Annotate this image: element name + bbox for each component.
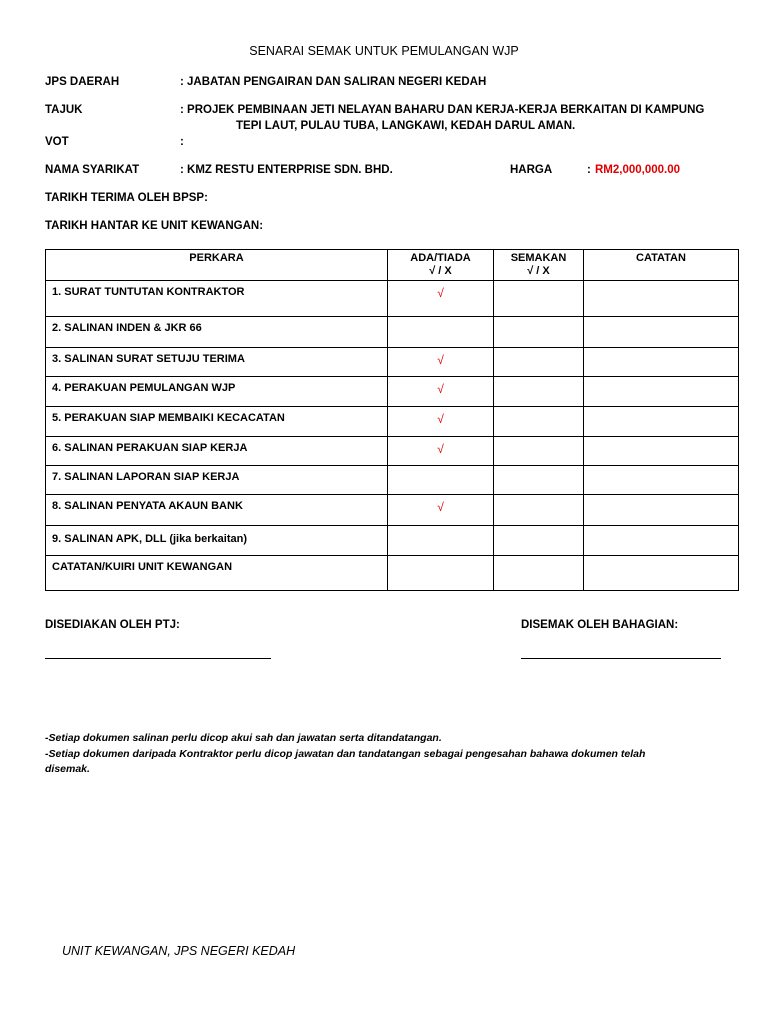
footer-unit-kewangan: UNIT KEWANGAN, JPS NEGERI KEDAH — [62, 944, 296, 958]
jps-daerah-label: JPS DAERAH — [45, 76, 120, 88]
row-item: 3. SALINAN SURAT SETUJU TERIMA — [46, 348, 388, 377]
table-row — [46, 526, 739, 556]
header-catatan: CATATAN — [584, 250, 739, 281]
signature-line-bahagian — [521, 658, 721, 659]
note-line2: -Setiap dokumen daripada Kontraktor perlu dicop jawatan dan tandatangan sebagai pengesahan bahawa dokumen telah — [45, 748, 646, 760]
header-ada-tiada-line1: ADA/TIADA — [410, 252, 471, 264]
row-ada-tick: √ — [388, 407, 494, 437]
table-row — [46, 495, 739, 526]
table-row — [46, 348, 739, 377]
row-catatan — [584, 466, 739, 495]
row-ada-tick: √ — [388, 377, 494, 407]
tarikh-terima-label: TARIKH TERIMA OLEH BPSP: — [45, 192, 208, 204]
header-ada-tiada-line2: √ / X — [429, 265, 452, 277]
row-ada-tick: √ — [388, 348, 494, 377]
row-ada-tick: √ — [388, 437, 494, 466]
table-row — [46, 377, 739, 407]
row-semakan — [494, 348, 584, 377]
header-semakan-line2: √ / X — [527, 265, 550, 277]
row-ada-tick — [388, 466, 494, 495]
header-ada-tiada — [388, 250, 494, 281]
row-semakan — [494, 317, 584, 348]
row-catatan — [584, 407, 739, 437]
vot-value: : — [180, 136, 184, 148]
row-catatan — [584, 348, 739, 377]
row-item: 2. SALINAN INDEN & JKR 66 — [46, 317, 388, 348]
document-title: SENARAI SEMAK UNTUK PEMULANGAN WJP — [249, 44, 519, 58]
harga-value: RM2,000,000.00 — [595, 164, 681, 176]
row-semakan — [494, 556, 584, 591]
row-catatan — [584, 377, 739, 407]
signature-line-ptj — [45, 658, 271, 659]
vot-label: VOT — [45, 136, 69, 148]
table-row — [46, 437, 739, 466]
row-item: 7. SALINAN LAPORAN SIAP KERJA — [46, 466, 388, 495]
row-catatan — [584, 495, 739, 526]
table-row — [46, 466, 739, 495]
row-ada-tick — [388, 526, 494, 556]
tarikh-hantar-label: TARIKH HANTAR KE UNIT KEWANGAN: — [45, 220, 264, 232]
header-perkara: PERKARA — [46, 250, 388, 281]
harga-colon: : — [587, 164, 591, 176]
nama-syarikat-value: : KMZ RESTU ENTERPRISE SDN. BHD. — [180, 164, 393, 176]
row-ada-tick: √ — [388, 281, 494, 317]
table-row — [46, 317, 739, 348]
row-semakan — [494, 407, 584, 437]
row-catatan — [584, 281, 739, 317]
row-item: 8. SALINAN PENYATA AKAUN BANK — [46, 495, 388, 526]
harga-label: HARGA — [510, 164, 553, 176]
table-row — [46, 281, 739, 317]
row-catatan — [584, 526, 739, 556]
row-catatan — [584, 437, 739, 466]
row-item: 1. SURAT TUNTUTAN KONTRAKTOR — [46, 281, 388, 317]
row-semakan — [494, 281, 584, 317]
note-line3: disemak. — [45, 763, 90, 775]
row-item: 5. PERAKUAN SIAP MEMBAIKI KECACATAN — [46, 407, 388, 437]
tajuk-label: TAJUK — [45, 104, 83, 116]
row-item: 9. SALINAN APK, DLL (jika berkaitan) — [46, 526, 388, 556]
row-semakan — [494, 377, 584, 407]
header-semakan-line1: SEMAKAN — [510, 252, 567, 264]
row-item: CATATAN/KUIRI UNIT KEWANGAN — [46, 556, 388, 591]
checklist-table — [45, 249, 739, 591]
row-catatan — [584, 317, 739, 348]
row-item: 4. PERAKUAN PEMULANGAN WJP — [46, 377, 388, 407]
disediakan-label: DISEDIAKAN OLEH PTJ: — [45, 619, 180, 631]
row-ada-tick — [388, 556, 494, 591]
row-semakan — [494, 466, 584, 495]
tajuk-value-line1: : PROJEK PEMBINAAN JETI NELAYAN BAHARU DAN KERJA-KERJA BERKAITAN DI KAMPUNG — [180, 104, 705, 116]
row-ada-tick — [388, 317, 494, 348]
row-semakan — [494, 437, 584, 466]
row-ada-tick: √ — [388, 495, 494, 526]
row-semakan — [494, 495, 584, 526]
table-row — [46, 556, 739, 591]
disemak-label: DISEMAK OLEH BAHAGIAN: — [521, 619, 679, 631]
note-line1: -Setiap dokumen salinan perlu dicop akui sah dan jawatan serta ditandatangan. — [45, 732, 442, 744]
header-semakan — [494, 250, 584, 281]
row-catatan — [584, 556, 739, 591]
tajuk-value-line2: TEPI LAUT, PULAU TUBA, LANGKAWI, KEDAH DARUL AMAN. — [236, 120, 576, 132]
row-semakan — [494, 526, 584, 556]
jps-daerah-value: : JABATAN PENGAIRAN DAN SALIRAN NEGERI KEDAH — [180, 76, 487, 88]
nama-syarikat-label: NAMA SYARIKAT — [45, 164, 140, 176]
table-header-row — [46, 250, 739, 281]
table-row — [46, 407, 739, 437]
row-item: 6. SALINAN PERAKUAN SIAP KERJA — [46, 437, 388, 466]
